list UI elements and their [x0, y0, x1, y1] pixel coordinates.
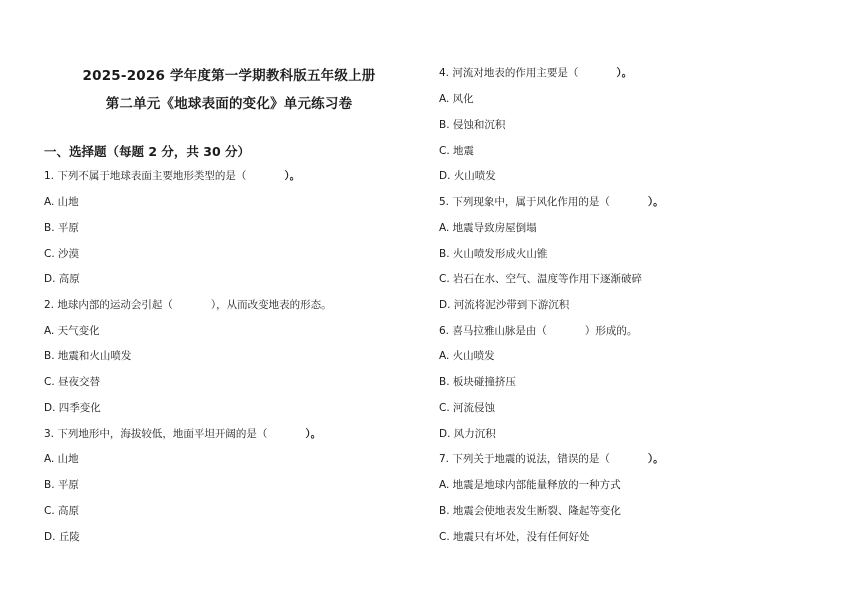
question-5-option-d: D. 河流将泥沙带到下游沉积 [439, 299, 570, 311]
question-7-option-c: C. 地震只有坏处，没有任何好处 [439, 531, 590, 543]
question-1-option-d: D. 高原 [44, 273, 80, 285]
question-3 [44, 427, 321, 441]
title-line-2: 第二单元《地球表面的变化》单元练习卷 [105, 96, 353, 112]
question-6-stem-end: ）形成的。 [584, 325, 638, 337]
question-4-stem-end: ）。 [616, 67, 633, 79]
question-2-stem-end: ），从而改变地表的形态。 [210, 299, 332, 311]
question-5 [439, 195, 664, 209]
question-2-option-c: C. 昼夜交替 [44, 376, 101, 388]
question-3-option-a: A. 山地 [44, 453, 79, 465]
section-heading: 一、选择题（每题 2 分，共 30 分） [44, 144, 251, 159]
question-2 [44, 298, 332, 312]
question-1 [44, 169, 300, 183]
question-2-option-a: A. 天气变化 [44, 325, 100, 337]
question-1-option-a: A. 山地 [44, 196, 79, 208]
question-2-option-d: D. 四季变化 [44, 402, 101, 414]
question-6-option-c: C. 河流侵蚀 [439, 402, 496, 414]
question-6-stem: 6. 喜马拉雅山脉是由（ [439, 325, 547, 337]
question-3-stem: 3. 下列地形中，海拔较低，地面平坦开阔的是（ [44, 428, 268, 440]
question-5-option-c: C. 岩石在水、空气、温度等作用下逐渐破碎 [439, 273, 643, 285]
question-7-option-a: A. 地震是地球内部能量释放的一种方式 [439, 479, 621, 491]
question-5-stem-end: ）。 [647, 196, 664, 208]
question-6-option-d: D. 风力沉积 [439, 428, 496, 440]
question-4-stem: 4. 河流对地表的作用主要是（ [439, 67, 579, 79]
question-2-stem: 2. 地球内部的运动会引起（ [44, 299, 173, 311]
question-2-option-b: B. 地震和火山喷发 [44, 350, 132, 362]
question-4-option-c: C. 地震 [439, 145, 475, 157]
question-1-option-c: C. 沙漠 [44, 248, 80, 260]
question-7-stem-end: ）。 [647, 453, 664, 465]
question-6-option-a: A. 火山喷发 [439, 350, 495, 362]
question-5-option-b: B. 火山喷发形成火山锥 [439, 248, 548, 260]
title-line-1: 2025-2026 学年度第一学期教科版五年级上册 [82, 68, 376, 84]
question-7-option-b: B. 地震会使地表发生断裂、隆起等变化 [439, 505, 621, 517]
question-3-option-d: D. 丘陵 [44, 531, 80, 543]
question-1-stem-end: ）。 [284, 170, 301, 182]
question-3-option-c: C. 高原 [44, 505, 80, 517]
question-1-option-b: B. 平原 [44, 222, 79, 234]
question-3-option-b: B. 平原 [44, 479, 79, 491]
question-4 [439, 66, 632, 80]
question-7 [439, 452, 664, 466]
question-6 [439, 324, 637, 338]
question-1-stem: 1. 下列不属于地球表面主要地形类型的是（ [44, 170, 247, 182]
question-6-option-b: B. 板块碰撞挤压 [439, 376, 516, 388]
question-4-option-a: A. 风化 [439, 93, 474, 105]
question-5-stem: 5. 下列现象中，属于风化作用的是（ [439, 196, 610, 208]
question-5-option-a: A. 地震导致房屋倒塌 [439, 222, 537, 234]
question-4-option-b: B. 侵蚀和沉积 [439, 119, 506, 131]
question-4-option-d: D. 火山喷发 [439, 170, 496, 182]
question-3-stem-end: ）。 [305, 428, 322, 440]
question-7-stem: 7. 下列关于地震的说法，错误的是（ [439, 453, 610, 465]
